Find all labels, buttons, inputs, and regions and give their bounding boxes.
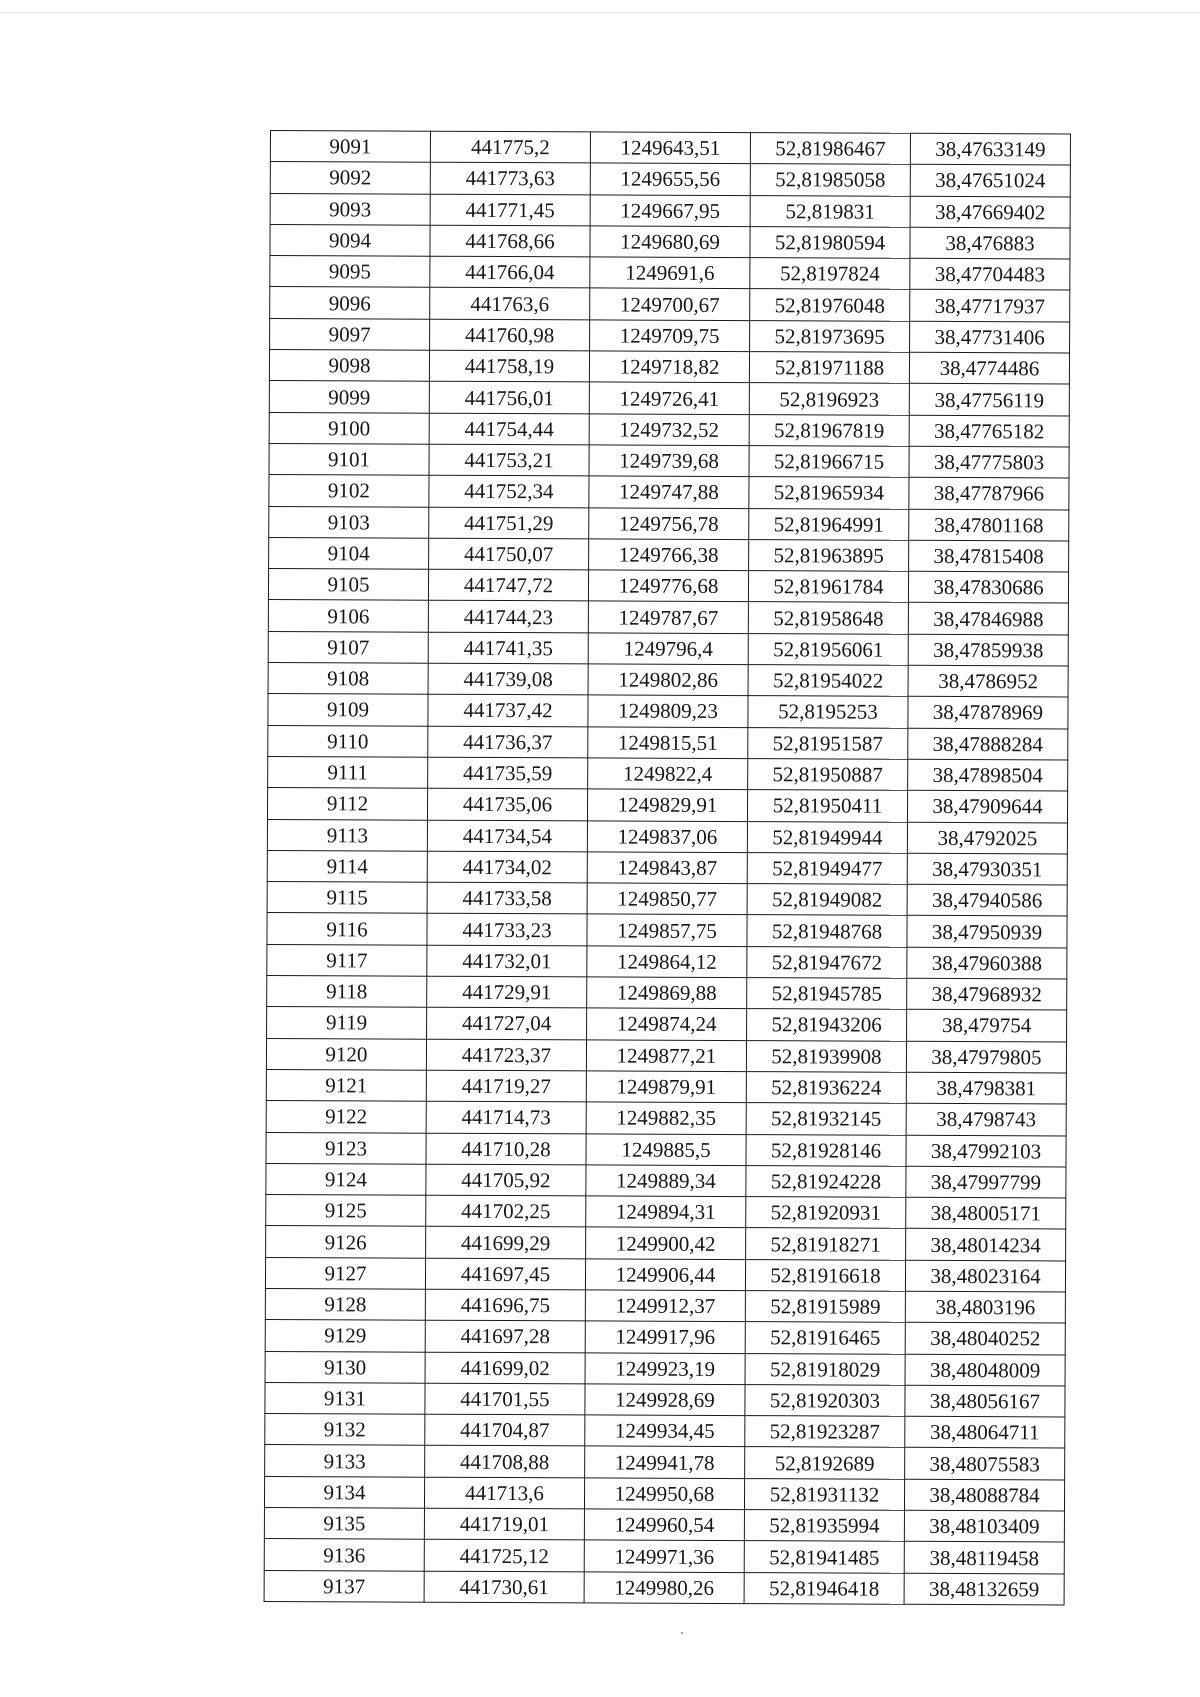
longitude-cell: 38,47968932: [907, 978, 1067, 1010]
y-coordinate-cell: 1249739,68: [589, 445, 749, 477]
longitude-cell: 38,48048009: [905, 1354, 1065, 1386]
table-row: [265, 1257, 1065, 1292]
y-coordinate-cell: 1249667,95: [590, 194, 750, 226]
point-number-cell: 9094: [270, 224, 430, 256]
y-coordinate-cell: 1249917,96: [585, 1321, 745, 1353]
point-number-cell: 9128: [265, 1288, 425, 1320]
latitude-cell: 52,81949082: [747, 884, 907, 916]
table-row: [267, 850, 1067, 885]
y-coordinate-cell: 1249889,34: [586, 1165, 746, 1197]
longitude-cell: 38,47960388: [907, 947, 1067, 979]
x-coordinate-cell: 441699,02: [425, 1352, 585, 1384]
latitude-cell: 52,8195253: [748, 696, 908, 728]
table-row: [268, 569, 1068, 604]
y-coordinate-cell: 1249928,69: [585, 1384, 745, 1416]
longitude-cell: 38,47979805: [906, 1041, 1066, 1073]
x-coordinate-cell: 441733,58: [427, 882, 587, 914]
table-row: [269, 537, 1069, 572]
y-coordinate-cell: 1249894,31: [586, 1196, 746, 1228]
y-coordinate-cell: 1249691,6: [590, 257, 750, 289]
longitude-cell: 38,47765182: [909, 415, 1069, 447]
latitude-cell: 52,81947672: [747, 946, 907, 978]
point-number-cell: 9116: [267, 913, 427, 945]
y-coordinate-cell: 1249906,44: [585, 1259, 745, 1291]
point-number-cell: 9108: [268, 663, 428, 695]
point-number-cell: 9123: [266, 1132, 426, 1164]
y-coordinate-cell: 1249900,42: [586, 1227, 746, 1259]
y-coordinate-cell: 1249850,77: [587, 883, 747, 915]
table-row: [270, 287, 1070, 322]
point-number-cell: 9130: [265, 1351, 425, 1383]
x-coordinate-cell: 441735,59: [428, 757, 588, 789]
longitude-cell: 38,47830686: [908, 571, 1068, 603]
point-number-cell: 9129: [265, 1320, 425, 1352]
table-row: [269, 443, 1069, 478]
longitude-cell: 38,48014234: [906, 1229, 1066, 1261]
y-coordinate-cell: 1249802,86: [588, 664, 748, 696]
y-coordinate-cell: 1249655,56: [590, 163, 750, 195]
y-coordinate-cell: 1249912,37: [585, 1290, 745, 1322]
y-coordinate-cell: 1249864,12: [587, 946, 747, 978]
y-coordinate-cell: 1249941,78: [585, 1446, 745, 1478]
longitude-cell: 38,48064711: [905, 1416, 1065, 1448]
longitude-cell: 38,47801168: [909, 509, 1069, 541]
latitude-cell: 52,81954022: [748, 665, 908, 697]
longitude-cell: 38,47888284: [908, 728, 1068, 760]
x-coordinate-cell: 441754,44: [429, 413, 589, 445]
y-coordinate-cell: 1249815,51: [588, 727, 748, 759]
point-number-cell: 9103: [269, 506, 429, 538]
latitude-cell: 52,81939908: [746, 1040, 906, 1072]
latitude-cell: 52,81941485: [744, 1541, 904, 1573]
table-row: [270, 193, 1070, 228]
longitude-cell: 38,47633149: [910, 133, 1070, 165]
table-row: [267, 976, 1067, 1011]
longitude-cell: 38,4792025: [907, 822, 1067, 854]
x-coordinate-cell: 441751,29: [429, 507, 589, 539]
latitude-cell: 52,81945785: [747, 978, 907, 1010]
latitude-cell: 52,81920303: [745, 1384, 905, 1416]
latitude-cell: 52,81980594: [750, 226, 910, 258]
latitude-cell: 52,81923287: [745, 1416, 905, 1448]
longitude-cell: 38,4803196: [905, 1291, 1065, 1323]
y-coordinate-cell: 1249809,23: [588, 695, 748, 727]
latitude-cell: 52,81966715: [749, 446, 909, 478]
longitude-cell: 38,48088784: [904, 1479, 1064, 1511]
x-coordinate-cell: 441701,55: [425, 1383, 585, 1415]
table-row: [267, 882, 1067, 917]
y-coordinate-cell: 1249709,75: [590, 320, 750, 352]
x-coordinate-cell: 441697,28: [425, 1320, 585, 1352]
y-coordinate-cell: 1249882,35: [586, 1102, 746, 1134]
longitude-cell: 38,4774486: [909, 352, 1069, 384]
longitude-cell: 38,47775803: [909, 446, 1069, 478]
latitude-cell: 52,81935994: [744, 1510, 904, 1542]
table-row: [270, 256, 1070, 291]
longitude-cell: 38,48023164: [905, 1260, 1065, 1292]
y-coordinate-cell: 1249829,91: [587, 789, 747, 821]
longitude-cell: 38,48103409: [904, 1510, 1064, 1542]
latitude-cell: 52,81918271: [746, 1228, 906, 1260]
table-row: [267, 819, 1067, 854]
point-number-cell: 9114: [267, 850, 427, 882]
latitude-cell: 52,81956061: [748, 633, 908, 665]
scan-top-edge: [0, 12, 1200, 13]
point-number-cell: 9099: [269, 381, 429, 413]
longitude-cell: 38,48056167: [905, 1385, 1065, 1417]
longitude-cell: 38,48040252: [905, 1323, 1065, 1355]
point-number-cell: 9092: [270, 162, 430, 194]
latitude-cell: 52,81964991: [749, 508, 909, 540]
point-number-cell: 9104: [269, 537, 429, 569]
point-number-cell: 9097: [270, 318, 430, 350]
latitude-cell: 52,81950887: [748, 759, 908, 791]
latitude-cell: 52,81931132: [744, 1478, 904, 1510]
point-number-cell: 9122: [266, 1101, 426, 1133]
x-coordinate-cell: 441719,27: [426, 1070, 586, 1102]
table-row: [266, 1101, 1066, 1136]
point-number-cell: 9125: [266, 1195, 426, 1227]
latitude-cell: 52,81963895: [749, 539, 909, 571]
longitude-cell: 38,48132659: [904, 1573, 1064, 1605]
x-coordinate-cell: 441705,92: [426, 1164, 586, 1196]
latitude-cell: 52,81936224: [746, 1071, 906, 1103]
x-coordinate-cell: 441734,54: [427, 820, 587, 852]
longitude-cell: 38,47787966: [909, 478, 1069, 510]
point-number-cell: 9115: [267, 882, 427, 914]
longitude-cell: 38,47731406: [910, 321, 1070, 353]
table-row: [266, 1038, 1066, 1073]
point-number-cell: 9136: [264, 1539, 424, 1571]
longitude-cell: 38,47930351: [907, 853, 1067, 885]
y-coordinate-cell: 1249885,5: [586, 1133, 746, 1165]
longitude-cell: 38,48119458: [904, 1542, 1064, 1574]
y-coordinate-cell: 1249718,82: [589, 351, 749, 383]
x-coordinate-cell: 441752,34: [429, 475, 589, 507]
point-number-cell: 9096: [270, 287, 430, 319]
table-row: [267, 913, 1067, 948]
x-coordinate-cell: 441723,37: [426, 1039, 586, 1071]
x-coordinate-cell: 441747,72: [428, 569, 588, 601]
latitude-cell: 52,81949944: [747, 821, 907, 853]
latitude-cell: 52,81946418: [744, 1572, 904, 1604]
point-number-cell: 9111: [268, 756, 428, 788]
x-coordinate-cell: 441702,25: [426, 1195, 586, 1227]
x-coordinate-cell: 441763,6: [430, 288, 590, 320]
coordinates-table: [264, 130, 1071, 1605]
latitude-cell: 52,81928146: [746, 1134, 906, 1166]
y-coordinate-cell: 1249726,41: [589, 382, 749, 414]
y-coordinate-cell: 1249980,26: [584, 1572, 744, 1604]
point-number-cell: 9106: [268, 600, 428, 632]
point-number-cell: 9095: [270, 256, 430, 288]
y-coordinate-cell: 1249822,4: [588, 758, 748, 790]
x-coordinate-cell: 441699,29: [426, 1227, 586, 1259]
x-coordinate-cell: 441768,66: [430, 225, 590, 257]
x-coordinate-cell: 441737,42: [428, 695, 588, 727]
longitude-cell: 38,47940586: [907, 884, 1067, 916]
point-number-cell: 9109: [268, 694, 428, 726]
x-coordinate-cell: 441713,6: [424, 1477, 584, 1509]
y-coordinate-cell: 1249732,52: [589, 414, 749, 446]
y-coordinate-cell: 1249869,88: [587, 977, 747, 1009]
table-row: [266, 1132, 1066, 1167]
point-number-cell: 9121: [266, 1069, 426, 1101]
scan-speck: [681, 1632, 683, 1634]
latitude-cell: 52,81961784: [748, 571, 908, 603]
longitude-cell: 38,47878969: [908, 697, 1068, 729]
y-coordinate-cell: 1249643,51: [590, 132, 750, 164]
table-row: [265, 1351, 1065, 1386]
table-row: [265, 1414, 1065, 1449]
x-coordinate-cell: 441729,91: [427, 976, 587, 1008]
longitude-cell: 38,47909644: [907, 791, 1067, 823]
table-row: [266, 1226, 1066, 1261]
point-number-cell: 9137: [264, 1570, 424, 1602]
point-number-cell: 9101: [269, 443, 429, 475]
latitude-cell: 52,8197824: [750, 258, 910, 290]
y-coordinate-cell: 1249923,19: [585, 1352, 745, 1384]
latitude-cell: 52,8196923: [749, 383, 909, 415]
point-number-cell: 9132: [265, 1414, 425, 1446]
y-coordinate-cell: 1249796,4: [588, 633, 748, 665]
table-row: [269, 381, 1069, 416]
x-coordinate-cell: 441708,88: [425, 1446, 585, 1478]
y-coordinate-cell: 1249756,78: [589, 507, 749, 539]
table-row: [269, 350, 1069, 385]
y-coordinate-cell: 1249766,38: [589, 539, 749, 571]
x-coordinate-cell: 441756,01: [429, 382, 589, 414]
y-coordinate-cell: 1249960,54: [584, 1509, 744, 1541]
point-number-cell: 9110: [268, 725, 428, 757]
table-row: [268, 663, 1068, 698]
table-row: [267, 944, 1067, 979]
x-coordinate-cell: 441766,04: [430, 256, 590, 288]
y-coordinate-cell: 1249950,68: [584, 1478, 744, 1510]
latitude-cell: 52,81916618: [745, 1259, 905, 1291]
table-row: [269, 506, 1069, 541]
latitude-cell: 52,819831: [750, 195, 910, 227]
y-coordinate-cell: 1249971,36: [584, 1540, 744, 1572]
x-coordinate-cell: 441704,87: [425, 1414, 585, 1446]
latitude-cell: 52,81918029: [745, 1353, 905, 1385]
x-coordinate-cell: 441733,23: [427, 914, 587, 946]
latitude-cell: 52,81924228: [746, 1165, 906, 1197]
longitude-cell: 38,47669402: [910, 196, 1070, 228]
point-number-cell: 9126: [266, 1226, 426, 1258]
table-row: [266, 1195, 1066, 1230]
table-row: [268, 725, 1068, 760]
longitude-cell: 38,47717937: [910, 290, 1070, 322]
y-coordinate-cell: 1249877,21: [586, 1039, 746, 1071]
table-row: [268, 756, 1068, 791]
y-coordinate-cell: 1249700,67: [590, 288, 750, 320]
longitude-cell: 38,47704483: [910, 258, 1070, 290]
longitude-cell: 38,4786952: [908, 665, 1068, 697]
latitude-cell: 52,81976048: [750, 289, 910, 321]
x-coordinate-cell: 441710,28: [426, 1133, 586, 1165]
point-number-cell: 9113: [267, 819, 427, 851]
latitude-cell: 52,81967819: [749, 414, 909, 446]
point-number-cell: 9120: [266, 1038, 426, 1070]
longitude-cell: 38,4798743: [906, 1103, 1066, 1135]
x-coordinate-cell: 441696,75: [425, 1289, 585, 1321]
table-row: [268, 631, 1068, 666]
longitude-cell: 38,47992103: [906, 1135, 1066, 1167]
x-coordinate-cell: 441750,07: [429, 538, 589, 570]
table-row: [265, 1288, 1065, 1323]
table-row: [265, 1382, 1065, 1417]
table-row: [266, 1069, 1066, 1104]
y-coordinate-cell: 1249934,45: [585, 1415, 745, 1447]
x-coordinate-cell: 441773,63: [430, 162, 590, 194]
latitude-cell: 52,81920931: [746, 1197, 906, 1229]
longitude-cell: 38,47950939: [907, 916, 1067, 948]
point-number-cell: 9124: [266, 1163, 426, 1195]
table-row: [270, 318, 1070, 353]
latitude-cell: 52,81932145: [746, 1103, 906, 1135]
table-row: [265, 1445, 1065, 1480]
x-coordinate-cell: 441741,35: [428, 632, 588, 664]
y-coordinate-cell: 1249747,88: [589, 476, 749, 508]
y-coordinate-cell: 1249879,91: [586, 1071, 746, 1103]
x-coordinate-cell: 441735,06: [427, 788, 587, 820]
latitude-cell: 52,81986467: [750, 133, 910, 165]
latitude-cell: 52,81971188: [749, 352, 909, 384]
x-coordinate-cell: 441736,37: [428, 726, 588, 758]
latitude-cell: 52,81985058: [750, 164, 910, 196]
point-number-cell: 9131: [265, 1382, 425, 1414]
point-number-cell: 9127: [265, 1257, 425, 1289]
point-number-cell: 9133: [265, 1445, 425, 1477]
point-number-cell: 9118: [267, 976, 427, 1008]
table-row: [270, 224, 1070, 259]
latitude-cell: 52,81916465: [745, 1322, 905, 1354]
x-coordinate-cell: 441760,98: [430, 319, 590, 351]
x-coordinate-cell: 441771,45: [430, 194, 590, 226]
x-coordinate-cell: 441739,08: [428, 663, 588, 695]
y-coordinate-cell: 1249776,68: [588, 570, 748, 602]
latitude-cell: 52,8192689: [745, 1447, 905, 1479]
x-coordinate-cell: 441758,19: [429, 350, 589, 382]
longitude-cell: 38,47756119: [909, 384, 1069, 416]
table-row: [264, 1539, 1064, 1574]
longitude-cell: 38,479754: [907, 1010, 1067, 1042]
longitude-cell: 38,47815408: [909, 540, 1069, 572]
x-coordinate-cell: 441697,45: [425, 1258, 585, 1290]
x-coordinate-cell: 441744,23: [428, 601, 588, 633]
latitude-cell: 52,81943206: [747, 1009, 907, 1041]
longitude-cell: 38,48075583: [905, 1448, 1065, 1480]
longitude-cell: 38,4798381: [906, 1072, 1066, 1104]
latitude-cell: 52,81950411: [747, 790, 907, 822]
point-number-cell: 9105: [268, 569, 428, 601]
x-coordinate-cell: 441727,04: [427, 1008, 587, 1040]
latitude-cell: 52,81951587: [748, 727, 908, 759]
table-row: [267, 788, 1067, 823]
longitude-cell: 38,47651024: [910, 165, 1070, 197]
point-number-cell: 9093: [270, 193, 430, 225]
table-body: [264, 131, 1070, 1605]
y-coordinate-cell: 1249857,75: [587, 914, 747, 946]
longitude-cell: 38,47898504: [908, 759, 1068, 791]
table-row: [264, 1508, 1064, 1543]
point-number-cell: 9091: [270, 131, 430, 163]
latitude-cell: 52,81948768: [747, 915, 907, 947]
y-coordinate-cell: 1249837,06: [587, 820, 747, 852]
point-number-cell: 9100: [269, 412, 429, 444]
table-row: [264, 1570, 1064, 1605]
y-coordinate-cell: 1249680,69: [590, 226, 750, 258]
table-row: [269, 412, 1069, 447]
table-container: [264, 130, 1070, 1605]
x-coordinate-cell: 441753,21: [429, 444, 589, 476]
point-number-cell: 9107: [268, 631, 428, 663]
y-coordinate-cell: 1249843,87: [587, 852, 747, 884]
x-coordinate-cell: 441719,01: [424, 1508, 584, 1540]
point-number-cell: 9119: [267, 1007, 427, 1039]
latitude-cell: 52,81915989: [745, 1291, 905, 1323]
longitude-cell: 38,476883: [910, 227, 1070, 259]
x-coordinate-cell: 441775,2: [430, 131, 590, 163]
table-row: [270, 162, 1070, 197]
latitude-cell: 52,81949477: [747, 852, 907, 884]
table-row: [264, 1476, 1064, 1511]
x-coordinate-cell: 441730,61: [424, 1571, 584, 1603]
latitude-cell: 52,81973695: [750, 320, 910, 352]
y-coordinate-cell: 1249787,67: [588, 601, 748, 633]
longitude-cell: 38,47859938: [908, 634, 1068, 666]
point-number-cell: 9098: [269, 350, 429, 382]
table-row: [268, 694, 1068, 729]
longitude-cell: 38,48005171: [906, 1197, 1066, 1229]
table-row: [265, 1320, 1065, 1355]
point-number-cell: 9135: [264, 1508, 424, 1540]
point-number-cell: 9112: [267, 788, 427, 820]
table-row: [269, 475, 1069, 510]
longitude-cell: 38,47997799: [906, 1166, 1066, 1198]
table-row: [270, 131, 1070, 166]
table-row: [266, 1163, 1066, 1198]
point-number-cell: 9134: [264, 1476, 424, 1508]
latitude-cell: 52,81965934: [749, 477, 909, 509]
x-coordinate-cell: 441725,12: [424, 1540, 584, 1572]
longitude-cell: 38,47846988: [908, 603, 1068, 635]
y-coordinate-cell: 1249874,24: [587, 1008, 747, 1040]
table-row: [268, 600, 1068, 635]
latitude-cell: 52,81958648: [748, 602, 908, 634]
x-coordinate-cell: 441714,73: [426, 1101, 586, 1133]
table-row: [267, 1007, 1067, 1042]
x-coordinate-cell: 441734,02: [427, 851, 587, 883]
x-coordinate-cell: 441732,01: [427, 945, 587, 977]
point-number-cell: 9117: [267, 944, 427, 976]
point-number-cell: 9102: [269, 475, 429, 507]
